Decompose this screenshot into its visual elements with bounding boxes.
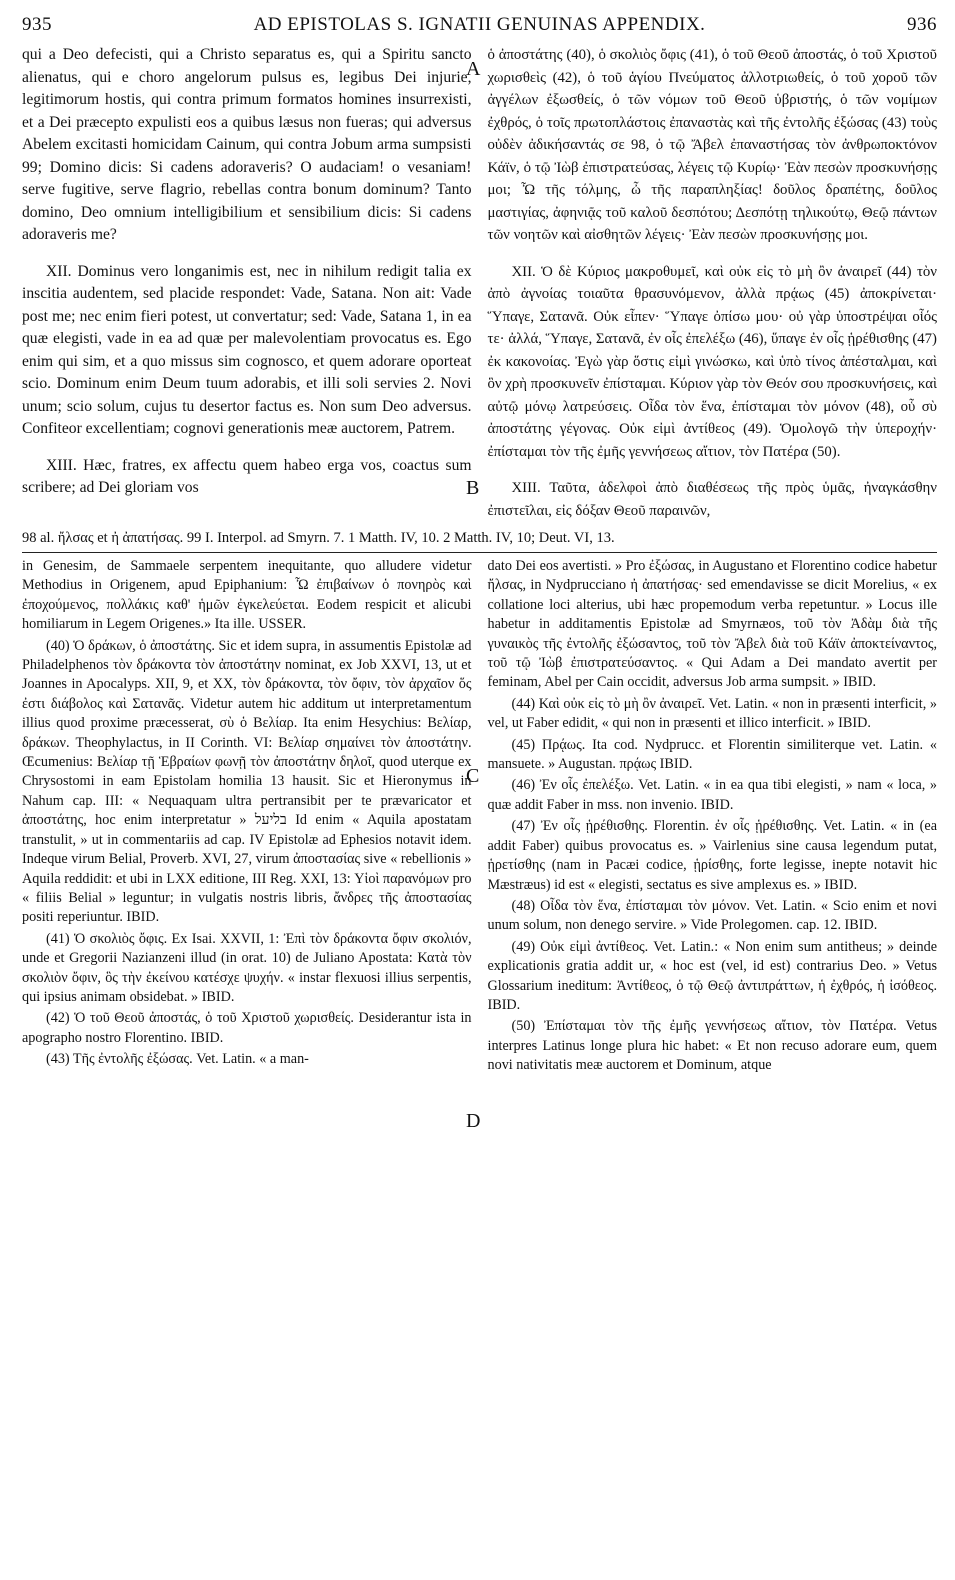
latin-paragraph: qui a Deo defecisti, qui a Christo separatus es, qui a Spiritu sancto alienatus, qui e choro angelorum pulsus es, legibus Dei injurie, legitimorum hostis, qui contra primum formatos homines insurrexisti, et a Dei præcepto expulisti eos a quibus læsus non fueras; qui adversus Abelem excitasti homicidam Cainum, qui contra Jobum arma sumpsisti 99; Domino dicis: Si cadens adoraveris? O audaciam! o vesaniam! serve fugitive, serve flagrio, rebellas contra bonum dominum? Tanto domino, Deo omnium intelligibilium et sensibilium dicis: Si cadens adoraveris me? [22, 46, 472, 243]
note-paragraph: (47) Ἐν οἷς ᾑρέθισθης. Florentin. ἐν οἷς ᾑρέθισθης. Vet. Latin. « in (ea addit Faber) quibus provocatus es. » Vairlenius sine causa legendum putat, ᾑρετίσθης (nam in Pacæi codice, ᾑρίσθης, forte legisse, inepte notavit hic Mæstræus) id est « elegisti, sectatus es sive amplexus es. » IBID. [487, 818, 937, 893]
note-paragraph: (50) Ἐπίσταμαι τὸν τῆς ἐμῆς γεννήσεως αἴτιον, τὸν Πατέρα. Vetus interpres Latinus longe plura hic habet: « Et non recuso adorare eum, quem novi nativitatis meæ auctorem et Dominum, atque [487, 1018, 937, 1074]
greek-paragraph: XII. Ὁ δὲ Κύριος μακροθυμεῖ, καὶ οὐκ εἰς τὸ μὴ ὂν ἀναιρεῖ (44) τὸν ἀπὸ ἀγνοίας τοιαῦτα θρασυνόμενον, ἀλλὰ πρᾴως (45) ἀποκρίνεται· Ὕπαγε, Σατανᾶ. Οὐκ εἶπεν· Ὕπαγε ὀπίσω μου· οὐ γὰρ ὑποστρέψαι οἷός τε· ἀλλά, Ὕπαγε, Σατανᾶ, ἐν οἷς ἐπελέξω (46), ὕπαγε ἐν οἷς ᾑρέθισθης (47) ἐκ κακονοίας. Ἐγὼ γὰρ ὅστις εἰμὶ γινώσκω, καὶ ὑπὸ τίνος ἀπέσταλμαι, καὶ ὃν χρὴ προσκυνεῖν ἐπίσταμαι. Κύριον γὰρ τὸν Θεόν σου προσκυνήσεις, καὶ αὐτῷ μόνῳ λατρεύσεις. Οἶδα τὸν ἕνα, ἐπίσταμαι τὸν μόνον (48), οὗ σὺ ἀποστάτης γέγονας. Οὐκ εἰμὶ ἀντίθεος (49). Ὁμολογῶ τὴν ὑπεροχήν· ἐπίσταμαι τὸν τῆς ἐμῆς γεννήσεως αἴτιον, τὸν Πατέρα (50). [487, 263, 937, 460]
notes-section [22, 557, 937, 1076]
note-paragraph: (44) Καὶ οὐκ εἰς τὸ μὴ ὂν ἀναιρεῖ. Vet. Latin. « non in præsenti interficit, » vel, ut Faber edidit, « qui non in præsenti et illico interficit. » IBID. [487, 695, 937, 732]
note-paragraph: in Genesim, de Sammaele serpentem inequitante, quo alludere videtur Methodius in Origenem, apud Epiphanium: Ὦ ἐπιβαίνων ὁ πονηρὸς καὶ ἐποχούμενος, πολλάκις καθ' ἡμῶν ἐγκελεύεται. Eodem respicit et alicubi homiliarum in Legem Origenes.» Ita ille. USSER. [22, 558, 472, 633]
note-paragraph: dato Dei eos avertisti. » Pro ἐξώσας, in Augustano et Florentino codice habetur ἤλσας, in Nydprucciano ἠ ἀπατήσας· sed emendavisse se dicit Morelius, « ex collatione loci alterius, ubi hæc propemodum verba repetuntur. » Locus ille habetur in additamentis Epistolæ ad Smyrnæos, τοῦ τὸν Ἀδὰμ διὰ τῆς γυναικὸς τῆς ἐντολῆς ἐξώσαντος, τοῦ τὸν Ἄβελ διὰ τοῦ Κάϊν ἀποκτείναντος, τοῦ τῷ Ἰὼβ ἐπιστρατεύσαντος. « Qui Adam a Dei mandato avertit per feminam, Abel per Cain occidit, adversus Job arma sumpsit. » IBID. [487, 558, 937, 691]
footnote-line: 98 al. ἤλσας et ἠ ἀπατήσας. 99 I. Interpol. ad Smyrn. 7. 1 Matth. IV, 10. 2 Matth. IV, 10; Deut. VI, 13. [22, 528, 937, 553]
page-number-right: 936 [907, 14, 937, 35]
notes-left-column [22, 557, 472, 1076]
latin-column [22, 44, 472, 522]
latin-paragraph: XII. Dominus vero longanimis est, nec in nihilum redigit talia ex inscitia audentem, sed placide respondet: Vade, Satana. Non ait: Vade post me; nec enim fieri potest, ut convertatur; sed: Vade, Satana 1, in ea quæ elegisti, vade in ea ad quæ per malevolentiam provocatus es. Ego enim qui sim, et a quo missus sim cognosco, et quem adorare oporteat scio. Dominum enim Deum tuum adorabis, et illi soli servies 2. Novi unum; scio solum, cujus tu desertor factus es. Non sum Deo adversus. Confiteor excellentiam; cognovi generationis meæ auctorem, Patrem. [22, 262, 472, 437]
note-paragraph: (46) Ἐν οἷς ἐπελέξω. Vet. Latin. « in ea qua tibi elegisti, » nam « loca, » quæ addit Faber in mss. non invenio. IBID. [487, 777, 937, 813]
greek-paragraph: ὁ ἀποστάτης (40), ὁ σκολιὸς ὄφις (41), ὁ τοῦ Θεοῦ ἀποστάς, ὁ τοῦ Χριστοῦ χωρισθεὶς (42), ὁ τοῦ ἁγίου Πνεύματος ἀλλοτριωθείς, ὁ τοῦ χοροῦ τῶν ἀγγέλων ἐξωσθείς, ὁ τῶν νόμων τοῦ Θεοῦ ὑβριστής, ὁ τῶν νομίμων ἐχθρός, ὁ τοῖς πρωτοπλάστοις ἐπαναστὰς καὶ τῆς ἐντολῆς ἐξώσας (43) τοὺς οὐδὲν ἀδικήσαντάς σε 98, ὁ τῷ Ἄβελ ἐπαναστήσας τὸν ἀνθρωποκτόνον Κάϊν, ὁ τῷ Ἰὼβ ἐπιστρατεύσας, λέγεις τῷ Κυρίῳ· Ἐὰν πεσὼν προσκυνήσῃς μοι; Ὦ τῆς τόλμης, ὦ τῆς παραπληξίας! δοῦλος δραπέτης, δοῦλος μαστιγίας, ἀφηνιᾷς τοῦ καλοῦ δεσπότου; Δεσπότῃ τηλικούτῳ, Θεῷ πάντων τῶν νοητῶν καὶ αἰσθητῶν λέγεις· Ἐὰν πεσὼν προσκυνήσῃς μοι. [487, 47, 937, 243]
note-paragraph: (40) Ὁ δράκων, ὁ ἀποστάτης. Sic et idem supra, in assumentis Epistolæ ad Philadelphenos τὸν δράκοντα τὸν ἀποστάτην nominat, ex Job XXVI, 13, ut et Joannes in Apocalyps. XII, 9, et XX, τὸν δράκοντα, τὸν ὄφιν, τὸν ἀρχαῖον ὅς ἐστι διάβολος καὶ Σατανᾶς. Videtur autem hic additum ut interpretamentum illius quod proxime præcesserat, σὺ ὁ Βελίαρ. Ita enim Hesychius: Βελίαρ, δράκων. Theophylactus, in II Corinth. VI: Βελίαρ σημαίνει τὸν ἀποστάτην. Œcumenius: Βελίαρ τῇ Ἑβραίων φωνῇ τὸν ἀποστάτην δηλοῖ, quod uterque ex Chrysostomi in eam Epistolam homilia 13 hausit. Sic et Hieronymus in Nahum cap. III: « Nequaquam ultra pertransibit per te prævaricator et ἀποστάτης, hoc enim interpretatur » בליעל Id enim « Aquila apostatam transtulit, » ut in commentariis ad cap. IV Epistolæ ad Ephesios notavit idem. Indeque virum Belial, Proverb. XVI, 27, virum ἀποστασίας sive « rebellionis » Aquila reddidit: et ubi in LXX editione, III Reg. XXI, 13: Υἱοὶ παρανόμων pro « filiis Belial » leguntur; in vulgatis nostris libris, ἄνδρες τῆς ἀποστασίας positi reperiuntur. IBID. [22, 637, 472, 926]
greek-paragraph: XIII. Ταῦτα, ἀδελφοὶ ἀπὸ διαθέσεως τῆς πρὸς ὑμᾶς, ἠναγκάσθην ἐπιστεῖλαι, εἰς δόξαν Θεοῦ παραινῶν, [487, 480, 937, 519]
latin-paragraph: XIII. Hæc, fratres, ex affectu quem habeo erga vos, coactus sum scribere; ad Dei gloriam vos [22, 456, 472, 496]
section-marker-d: D [466, 1110, 481, 1132]
section-marker-c: C [466, 765, 480, 787]
page-header [22, 14, 937, 44]
note-paragraph: (43) Τῆς ἐντολῆς ἐξώσας. Vet. Latin. « a man- [46, 1051, 309, 1068]
note-paragraph: (42) Ὁ τοῦ Θεοῦ ἀποστάς, ὁ τοῦ Χριστοῦ χωρισθείς. Desiderantur ista in apographo nostro Florentino. IBID. [22, 1010, 472, 1046]
main-text [22, 44, 937, 522]
note-paragraph: (45) Πρᾴως. Ita cod. Nydprucc. et Florentin similiterque vet. Latin. « mansuete. » Augustan. πρᾴως IBID. [487, 736, 937, 773]
page-number-left: 935 [22, 14, 52, 35]
note-paragraph: (48) Οἶδα τὸν ἕνα, ἐπίσταμαι τὸν μόνον. Vet. Latin. « Scio enim et novi unum solum, non denego servire. » Vide Prolegomen. cap. 12. IBID. [487, 897, 937, 934]
note-paragraph: (41) Ὁ σκολιὸς ὄφις. Ex Isai. XXVII, 1: Ἐπὶ τὸν δράκοντα ὄφιν σκολιόν, unde et Gregorii Nazianzeni illud (in orat. 10) de Juliano Apostata: Κατὰ τὸν σκολιὸν ὄφιν, ὃς τὴν ἐκείνου κατέσχε ψυχήν. « instar flexuosi illius serpentis, qui ipsius animam obsidebat. » IBID. [22, 930, 472, 1005]
note-paragraph: (49) Οὐκ εἰμὶ ἀντίθεος. Vet. Latin.: « Non enim sum antitheus; » deinde explicationis gratia addit ur, « hoc est (vel, id est) contrarius Deo. » Vetus Glossarium ineditum: Ἀντίθεος, ὁ τῷ Θεῷ ἀντιπράττων, ἡ ἐχθρός, ἡ ἰσόθεος. IBID. [487, 938, 937, 1013]
section-marker-b: B [466, 477, 480, 499]
notes-right-column [488, 557, 938, 1076]
running-title: AD EPISTOLAS S. IGNATII GENUINAS APPENDIX. [253, 14, 706, 35]
greek-column [488, 44, 938, 522]
section-marker-a: A [466, 58, 481, 80]
